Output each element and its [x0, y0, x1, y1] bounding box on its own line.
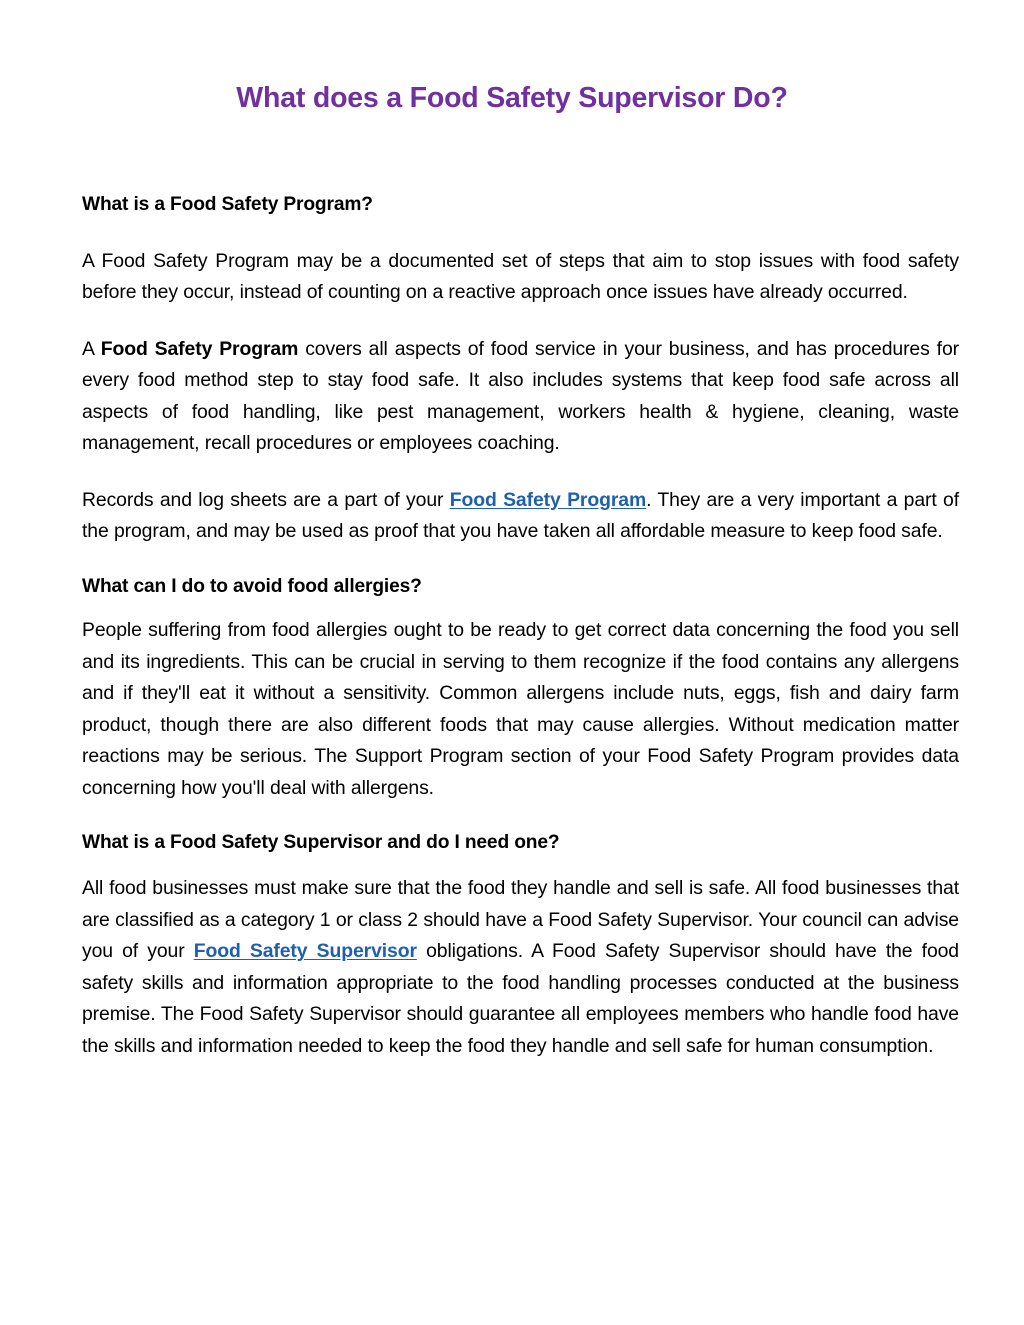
inline-link[interactable]: Food Safety Program	[449, 488, 647, 511]
section-heading-food-safety-supervisor: What is a Food Safety Supervisor and do I need one?	[82, 832, 560, 854]
section-heading-avoid-food-allergies: What can I do to avoid food allergies?	[82, 575, 422, 597]
spacer	[82, 218, 959, 246]
paragraph-food-safety-program-definition: A Food Safety Program may be a documented set of steps that aim to stop issues with food safety before they occur, instead of counting on a reactive approach once issues have already occurred.	[82, 249, 959, 304]
bold-phrase: Food Safety Program	[100, 337, 299, 360]
paragraph-food-allergies: People suffering from food allergies ought to be ready to get correct data concerning the food you sell and its ingredients. This can be crucial in serving to them recognize if the food contains any allergens and if they'll eat it without a sensitivity. Common allergens include nuts, eggs, fish and dairy farm product, though there are also different foods that may cause allergies. Without medication matter reactions may be serious. The Support Program section of your Food Safety Program provides data concerning how you'll deal with allergens.	[82, 619, 959, 799]
spacer	[82, 804, 959, 830]
spacer	[82, 599, 959, 615]
paragraph-food-safety-program-coverage: A Food Safety Program covers all aspects of food service in your business, and has procedures for every food method step to stay food safe. It also includes systems that keep food safe across all aspects of food handling, like pest management, workers health & hygiene, cleaning, waste management, recall procedures or employees coaching.	[82, 337, 959, 455]
spacer	[82, 548, 959, 574]
paragraph-food-safety-supervisor: All food businesses must make sure that the food they handle and sell is safe. All food businesses that are classified as a category 1 or class 2 should have a Food Safety Supervisor. Your council can advise you of your Food Safety Supervisor obligations. A Food Safety Supervisor should have the food safety skills and information appropriate to the food handling processes conducted at the business premise. The Food Safety Supervisor should guarantee all employees members who handle food have the skills and information needed to keep the food they handle and sell safe for human consumption.	[82, 877, 959, 1057]
spacer	[82, 309, 959, 334]
inline-link[interactable]: Food Safety Supervisor	[193, 940, 417, 963]
paragraph-records-and-log-sheets: Records and log sheets are a part of your Food Safety Program. They are a very important a part of the program, and may be used as proof that you have taken all affordable measure to keep food safe.	[82, 488, 959, 543]
document-body	[82, 192, 959, 1062]
spacer	[82, 460, 959, 485]
section-heading-food-safety-program: What is a Food Safety Program?	[82, 194, 373, 215]
page-title: What does a Food Safety Supervisor Do?	[236, 82, 788, 114]
spacer	[82, 856, 959, 873]
